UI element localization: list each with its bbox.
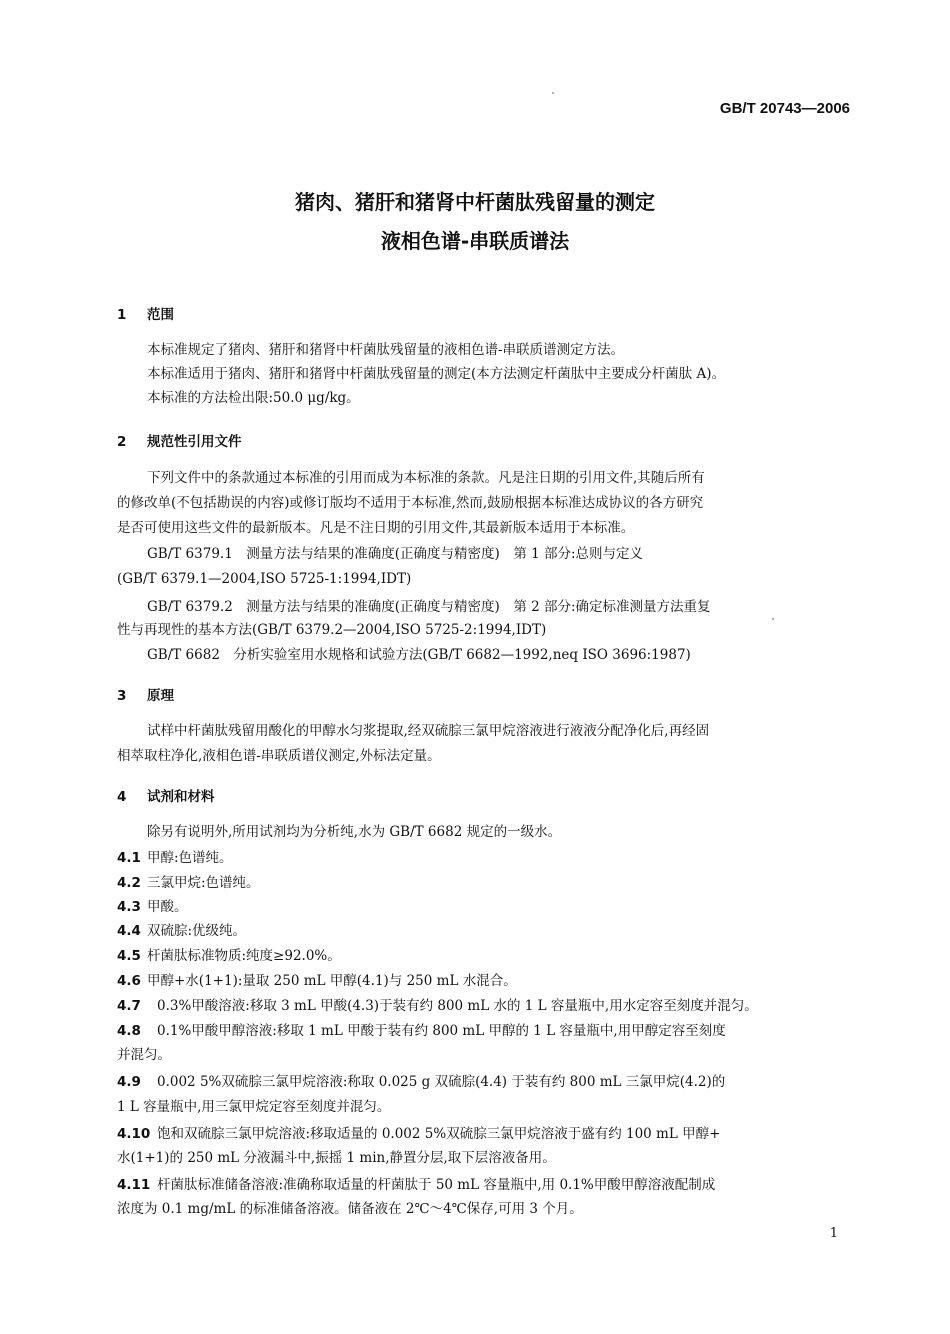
item-text: 杆菌肽标准物质:纯度≥92.0%。 xyxy=(147,948,341,964)
item-number: 4.8 xyxy=(117,1023,141,1039)
scan-speck xyxy=(772,618,774,620)
section-number: 4 xyxy=(117,789,127,805)
paragraph-line: 的修改单(不包括勘误的内容)或修订版均不适用于本标准,然而,鼓励根据本标准达成协议的各方研究 xyxy=(117,495,704,511)
item-text: 双硫腙:优级纯。 xyxy=(147,923,247,939)
item-text: 甲酸。 xyxy=(147,899,188,915)
item-number: 4.6 xyxy=(117,973,141,989)
list-item xyxy=(117,1172,715,1198)
page-number: 1 xyxy=(829,1226,838,1241)
document-title-line1: 猪肉、猪肝和猪肾中杆菌肽残留量的测定 xyxy=(295,190,655,214)
section-number: 2 xyxy=(117,434,127,450)
section-number: 3 xyxy=(117,688,127,704)
list-item xyxy=(117,1121,720,1147)
paragraph-line: 下列文件中的条款通过本标准的引用而成为本标准的条款。凡是注日期的引用文件,其随后所有 xyxy=(147,470,705,486)
list-item xyxy=(117,943,341,969)
paragraph-line: 相萃取柱净化,液相色谱-串联质谱仪测定,外标法定量。 xyxy=(117,748,441,764)
paragraph-line: 是否可使用这些文件的最新版本。凡是不注日期的引用文件,其最新版本适用于本标准。 xyxy=(117,520,635,536)
reference-line: GB/T 6379.2 测量方法与结果的准确度(正确度与精密度) 第 2 部分:确定标准测量方法重复 xyxy=(147,599,711,615)
scan-speck xyxy=(552,92,554,94)
item-text: 甲醇+水(1+1):量取 250 mL 甲醇(4.1)与 250 mL 水混合。 xyxy=(147,973,517,989)
paragraph: 除另有说明外,所用试剂均为分析纯,水为 GB/T 6682 规定的一级水。 xyxy=(147,824,562,840)
item-text: 杆菌肽标准储备溶液:准确称取适量的杆菌肽于 50 mL 容量瓶中,用 0.1%甲酸甲醇溶液配制成 xyxy=(157,1177,716,1193)
item-text: 甲醇:色谱纯。 xyxy=(147,850,233,866)
standard-number: GB/T 20743—2006 xyxy=(719,100,850,117)
item-text: 0.1%甲酸甲醇溶液:移取 1 mL 甲酸于装有约 800 mL 甲醇的 1 L 容量瓶中,用甲醇定容至刻度 xyxy=(157,1023,726,1039)
paragraph: 本标准的方法检出限:50.0 μg/kg。 xyxy=(147,390,360,406)
item-number: 4.3 xyxy=(117,899,141,915)
list-item xyxy=(117,918,246,944)
reference-line: (GB/T 6379.1—2004,ISO 5725-1:1994,IDT) xyxy=(117,571,412,587)
list-item xyxy=(117,1018,726,1044)
list-item xyxy=(117,870,260,896)
section-number: 1 xyxy=(117,307,127,323)
list-item xyxy=(117,968,517,994)
reference-line: GB/T 6682 分析实验室用水规格和试验方法(GB/T 6682—1992,neq ISO 3696:1987) xyxy=(147,647,691,663)
item-text: 三氯甲烷:色谱纯。 xyxy=(147,875,260,891)
list-item-continuation: 并混匀。 xyxy=(117,1047,171,1063)
list-item xyxy=(117,993,758,1019)
item-number: 4.9 xyxy=(117,1074,141,1090)
document-title-line2: 液相色谱-串联质谱法 xyxy=(380,229,570,253)
item-text: 0.3%甲酸溶液:移取 3 mL 甲酸(4.3)于装有约 800 mL 水的 1 L 容量瓶中,用水定容至刻度并混匀。 xyxy=(157,998,758,1014)
item-number: 4.7 xyxy=(117,998,141,1014)
section-title: 原理 xyxy=(147,688,174,704)
section-1-heading xyxy=(117,303,174,323)
reference-line: GB/T 6379.1 测量方法与结果的准确度(正确度与精密度) 第 1 部分:总则与定义 xyxy=(147,546,644,562)
reference-line: 性与再现性的基本方法(GB/T 6379.2—2004,ISO 5725-2:1994,IDT) xyxy=(117,622,547,638)
list-item-continuation: 1 L 容量瓶中,用三氯甲烷定容至刻度并混匀。 xyxy=(117,1099,391,1115)
list-item xyxy=(117,845,233,871)
item-number: 4.11 xyxy=(117,1177,151,1193)
section-title: 试剂和材料 xyxy=(147,789,215,805)
section-2-heading xyxy=(117,430,242,450)
item-number: 4.4 xyxy=(117,923,141,939)
item-text: 饱和双硫腙三氯甲烷溶液:移取适量的 0.002 5%双硫腙三氯甲烷溶液于盛有约 100 mL 甲醇+ xyxy=(157,1126,721,1142)
list-item-continuation: 浓度为 0.1 mg/mL 的标准储备溶液。储备液在 2℃～4℃保存,可用 3 个月。 xyxy=(117,1201,583,1217)
list-item xyxy=(117,894,188,920)
section-title: 范围 xyxy=(147,307,174,323)
paragraph-line: 试样中杆菌肽残留用酸化的甲醇水匀浆提取,经双硫腙三氯甲烷溶液进行液液分配净化后,再经固 xyxy=(147,723,710,739)
section-3-heading xyxy=(117,684,174,704)
item-number: 4.2 xyxy=(117,875,141,891)
section-title: 规范性引用文件 xyxy=(147,434,242,450)
item-text: 0.002 5%双硫腙三氯甲烷溶液:称取 0.025 g 双硫腙(4.4) 于装有约 800 mL 三氯甲烷(4.2)的 xyxy=(157,1074,726,1090)
paragraph: 本标准规定了猪肉、猪肝和猪肾中杆菌肽残留量的液相色谱-串联质谱测定方法。 xyxy=(147,342,625,358)
list-item-continuation: 水(1+1)的 250 mL 分液漏斗中,振摇 1 min,静置分层,取下层溶液备用。 xyxy=(117,1150,556,1166)
item-number: 4.5 xyxy=(117,948,141,964)
paragraph: 本标准适用于猪肉、猪肝和猪肾中杆菌肽残留量的测定(本方法测定杆菌肽中主要成分杆菌肽 A)。 xyxy=(147,366,726,382)
section-4-heading xyxy=(117,785,215,805)
item-number: 4.1 xyxy=(117,850,141,866)
list-item xyxy=(117,1069,725,1095)
item-number: 4.10 xyxy=(117,1126,151,1142)
